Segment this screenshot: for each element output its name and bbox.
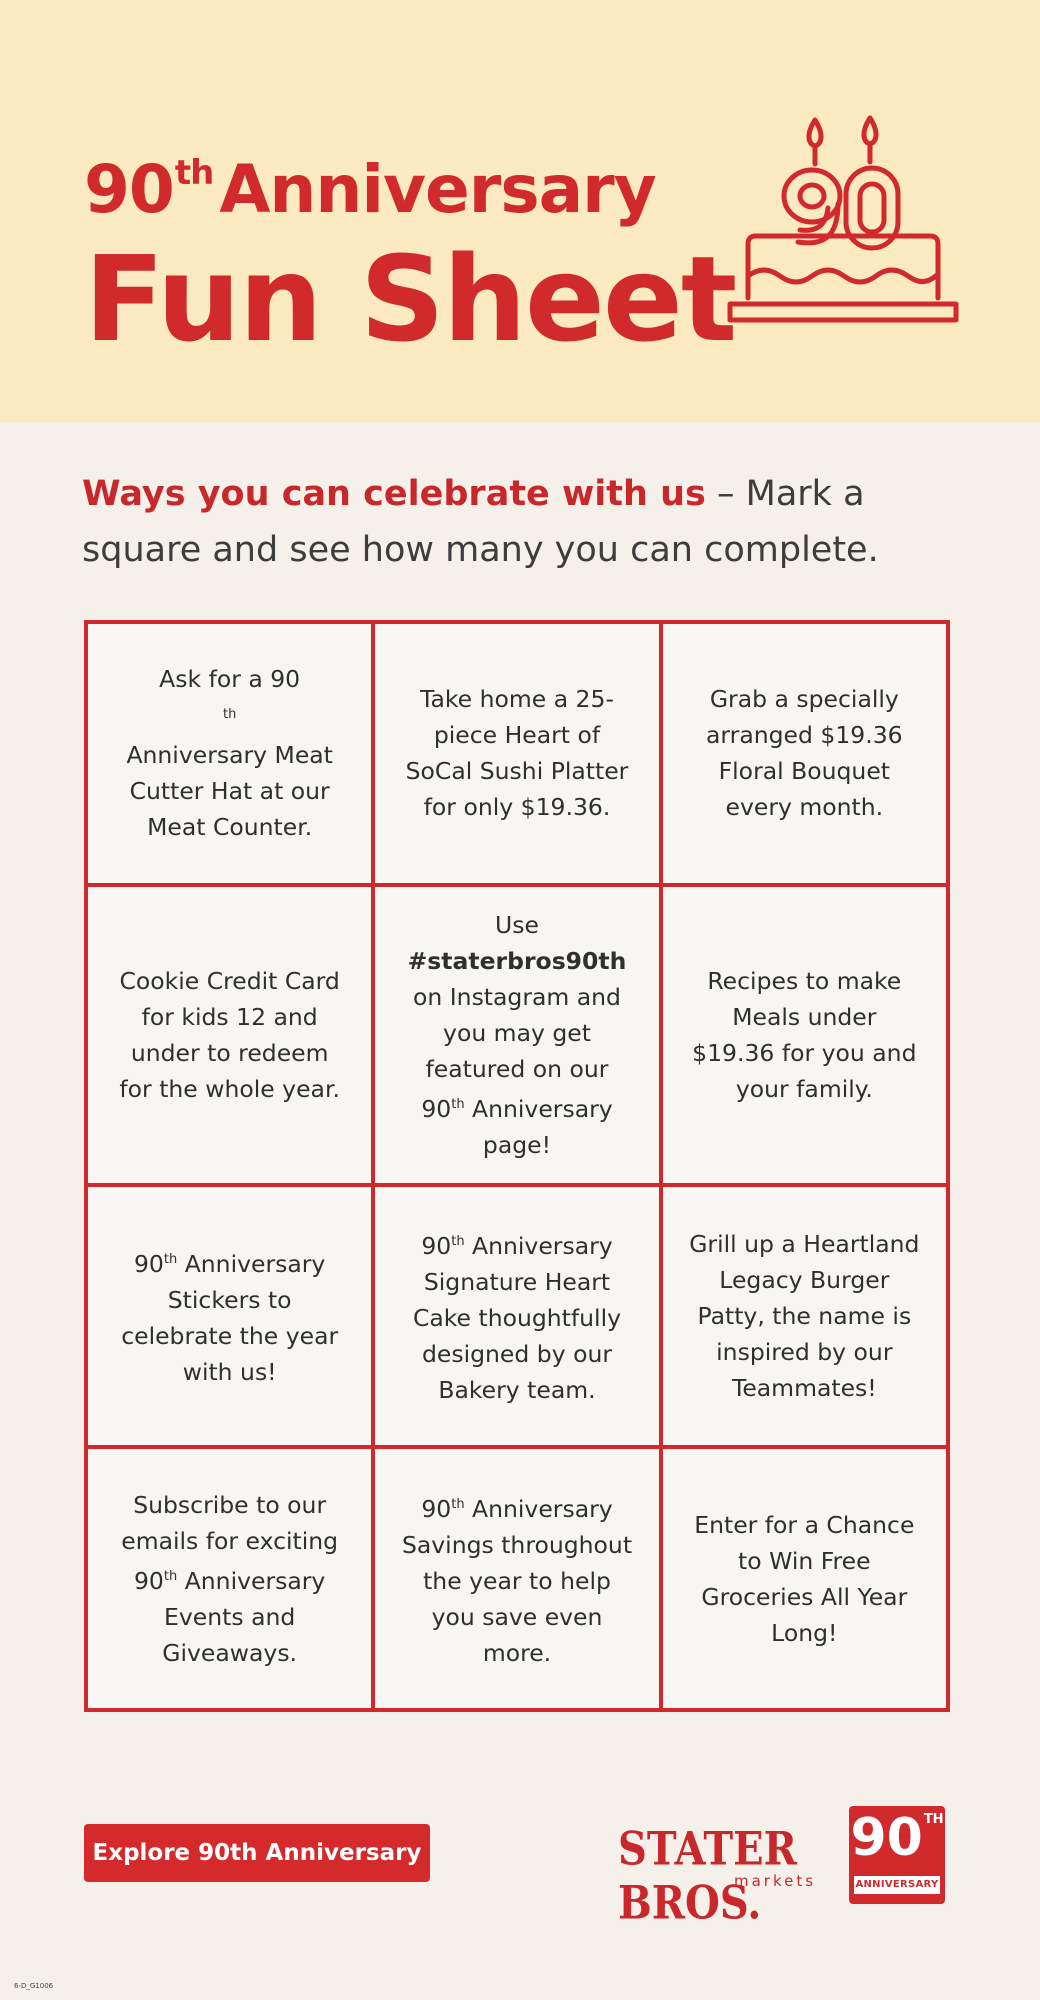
intro-rest: – Mark a square and see how many you can complete.: [82, 474, 879, 570]
cell-superscript: th: [163, 1251, 178, 1267]
cell-text: [401, 1224, 632, 1408]
title-line-1: [84, 151, 656, 228]
cell-text-part: 90: [421, 1231, 452, 1260]
cell-text: Recipes to make Meals under $19.36 for you and your family.: [692, 966, 917, 1103]
grid-cell[interactable]: [373, 622, 660, 885]
cell-text: [114, 1487, 345, 1671]
badge-number: [849, 1808, 945, 1868]
grid-cell[interactable]: [373, 885, 660, 1185]
stater-bros-logo[interactable]: [618, 1822, 838, 1931]
grid-cell[interactable]: [661, 885, 948, 1185]
anniversary-badge: [849, 1806, 945, 1904]
intro-text: [82, 466, 942, 578]
cell-line: [114, 661, 345, 845]
brand-name: STATER BROS.: [618, 1822, 797, 1931]
explore-anniversary-button[interactable]: Explore 90th Anniversary: [84, 1824, 430, 1882]
cell-text-part: on Instagram and you may get featured on our 90: [413, 982, 621, 1123]
cell-text: [401, 1487, 632, 1671]
footer-code: 6-D_G1006: [14, 1982, 54, 1990]
cell-text-part: Use: [495, 910, 539, 939]
cell-text: [401, 907, 632, 1163]
grid-cell[interactable]: [661, 622, 948, 885]
intro-emphasis: Ways you can celebrate with us: [82, 474, 706, 514]
cell-superscript: th: [163, 1568, 178, 1584]
cell-text: Grill up a Heartland Legacy Burger Patty, the name is inspired by our Teammates!: [689, 1229, 920, 1402]
cell-superscript: th: [451, 1096, 465, 1112]
grid-cell[interactable]: [86, 622, 373, 885]
cell-text-part: Anniversary Savings throughout the year to help you save even more.: [401, 1494, 633, 1667]
cell-text-part: Anniversary Events and Giveaways.: [162, 1566, 326, 1667]
cell-text-part: Ask for a 90: [159, 665, 301, 694]
title-superscript: th: [174, 153, 214, 193]
cell-text-part: Anniversary Meat Cutter Hat at our Meat Counter.: [126, 741, 333, 842]
cell-text-part: Anniversary page!: [464, 1094, 613, 1159]
grid-cell[interactable]: [373, 1447, 660, 1710]
hashtag: #staterbros90th: [407, 946, 627, 975]
cell-text: Grab a specially arranged $19.36 Floral Bouquet every month.: [706, 685, 903, 822]
grid-cell[interactable]: [86, 1447, 373, 1710]
grid-cell[interactable]: [86, 1185, 373, 1448]
bingo-grid: [84, 620, 950, 1712]
cell-superscript: th: [222, 707, 237, 723]
badge-superscript: TH: [923, 1812, 944, 1827]
cell-text-part: Anniversary Signature Heart Cake thoughtfully designed by our Bakery team.: [412, 1231, 622, 1404]
cell-text: Enter for a Chance to Win Free Groceries All Year Long!: [694, 1510, 915, 1647]
cell-superscript: th: [451, 1233, 465, 1249]
cell-text: Take home a 25-piece Heart of SoCal Sushi Platter for only $19.36.: [405, 685, 629, 822]
title-number: 90: [84, 151, 174, 228]
birthday-cake-icon: [718, 108, 968, 358]
cell-text: [114, 1242, 345, 1390]
cell-text-part: Subscribe to our emails for exciting 90: [121, 1490, 339, 1595]
grid-cell[interactable]: [373, 1185, 660, 1448]
cell-text-part: 90: [421, 1494, 452, 1523]
cell-superscript: th: [451, 1496, 465, 1512]
title-anniversary: Anniversary: [219, 151, 656, 228]
cell-text: Cookie Credit Card for kids 12 and under to redeem for the whole year.: [119, 966, 340, 1103]
cell-text: [114, 661, 345, 845]
header-banner: [0, 0, 1040, 422]
grid-cell[interactable]: [661, 1447, 948, 1710]
cell-text-part: Anniversary Stickers to celebrate the year with us!: [121, 1249, 339, 1386]
grid-cell[interactable]: [661, 1185, 948, 1448]
title-line-2: Fun Sheet: [84, 230, 736, 368]
badge-label: ANNIVERSARY: [854, 1876, 940, 1894]
badge-digits: 90: [850, 1808, 923, 1868]
cell-text-part: 90: [133, 1249, 164, 1278]
brand-sub: markets: [734, 1872, 817, 1890]
grid-cell[interactable]: [86, 885, 373, 1185]
